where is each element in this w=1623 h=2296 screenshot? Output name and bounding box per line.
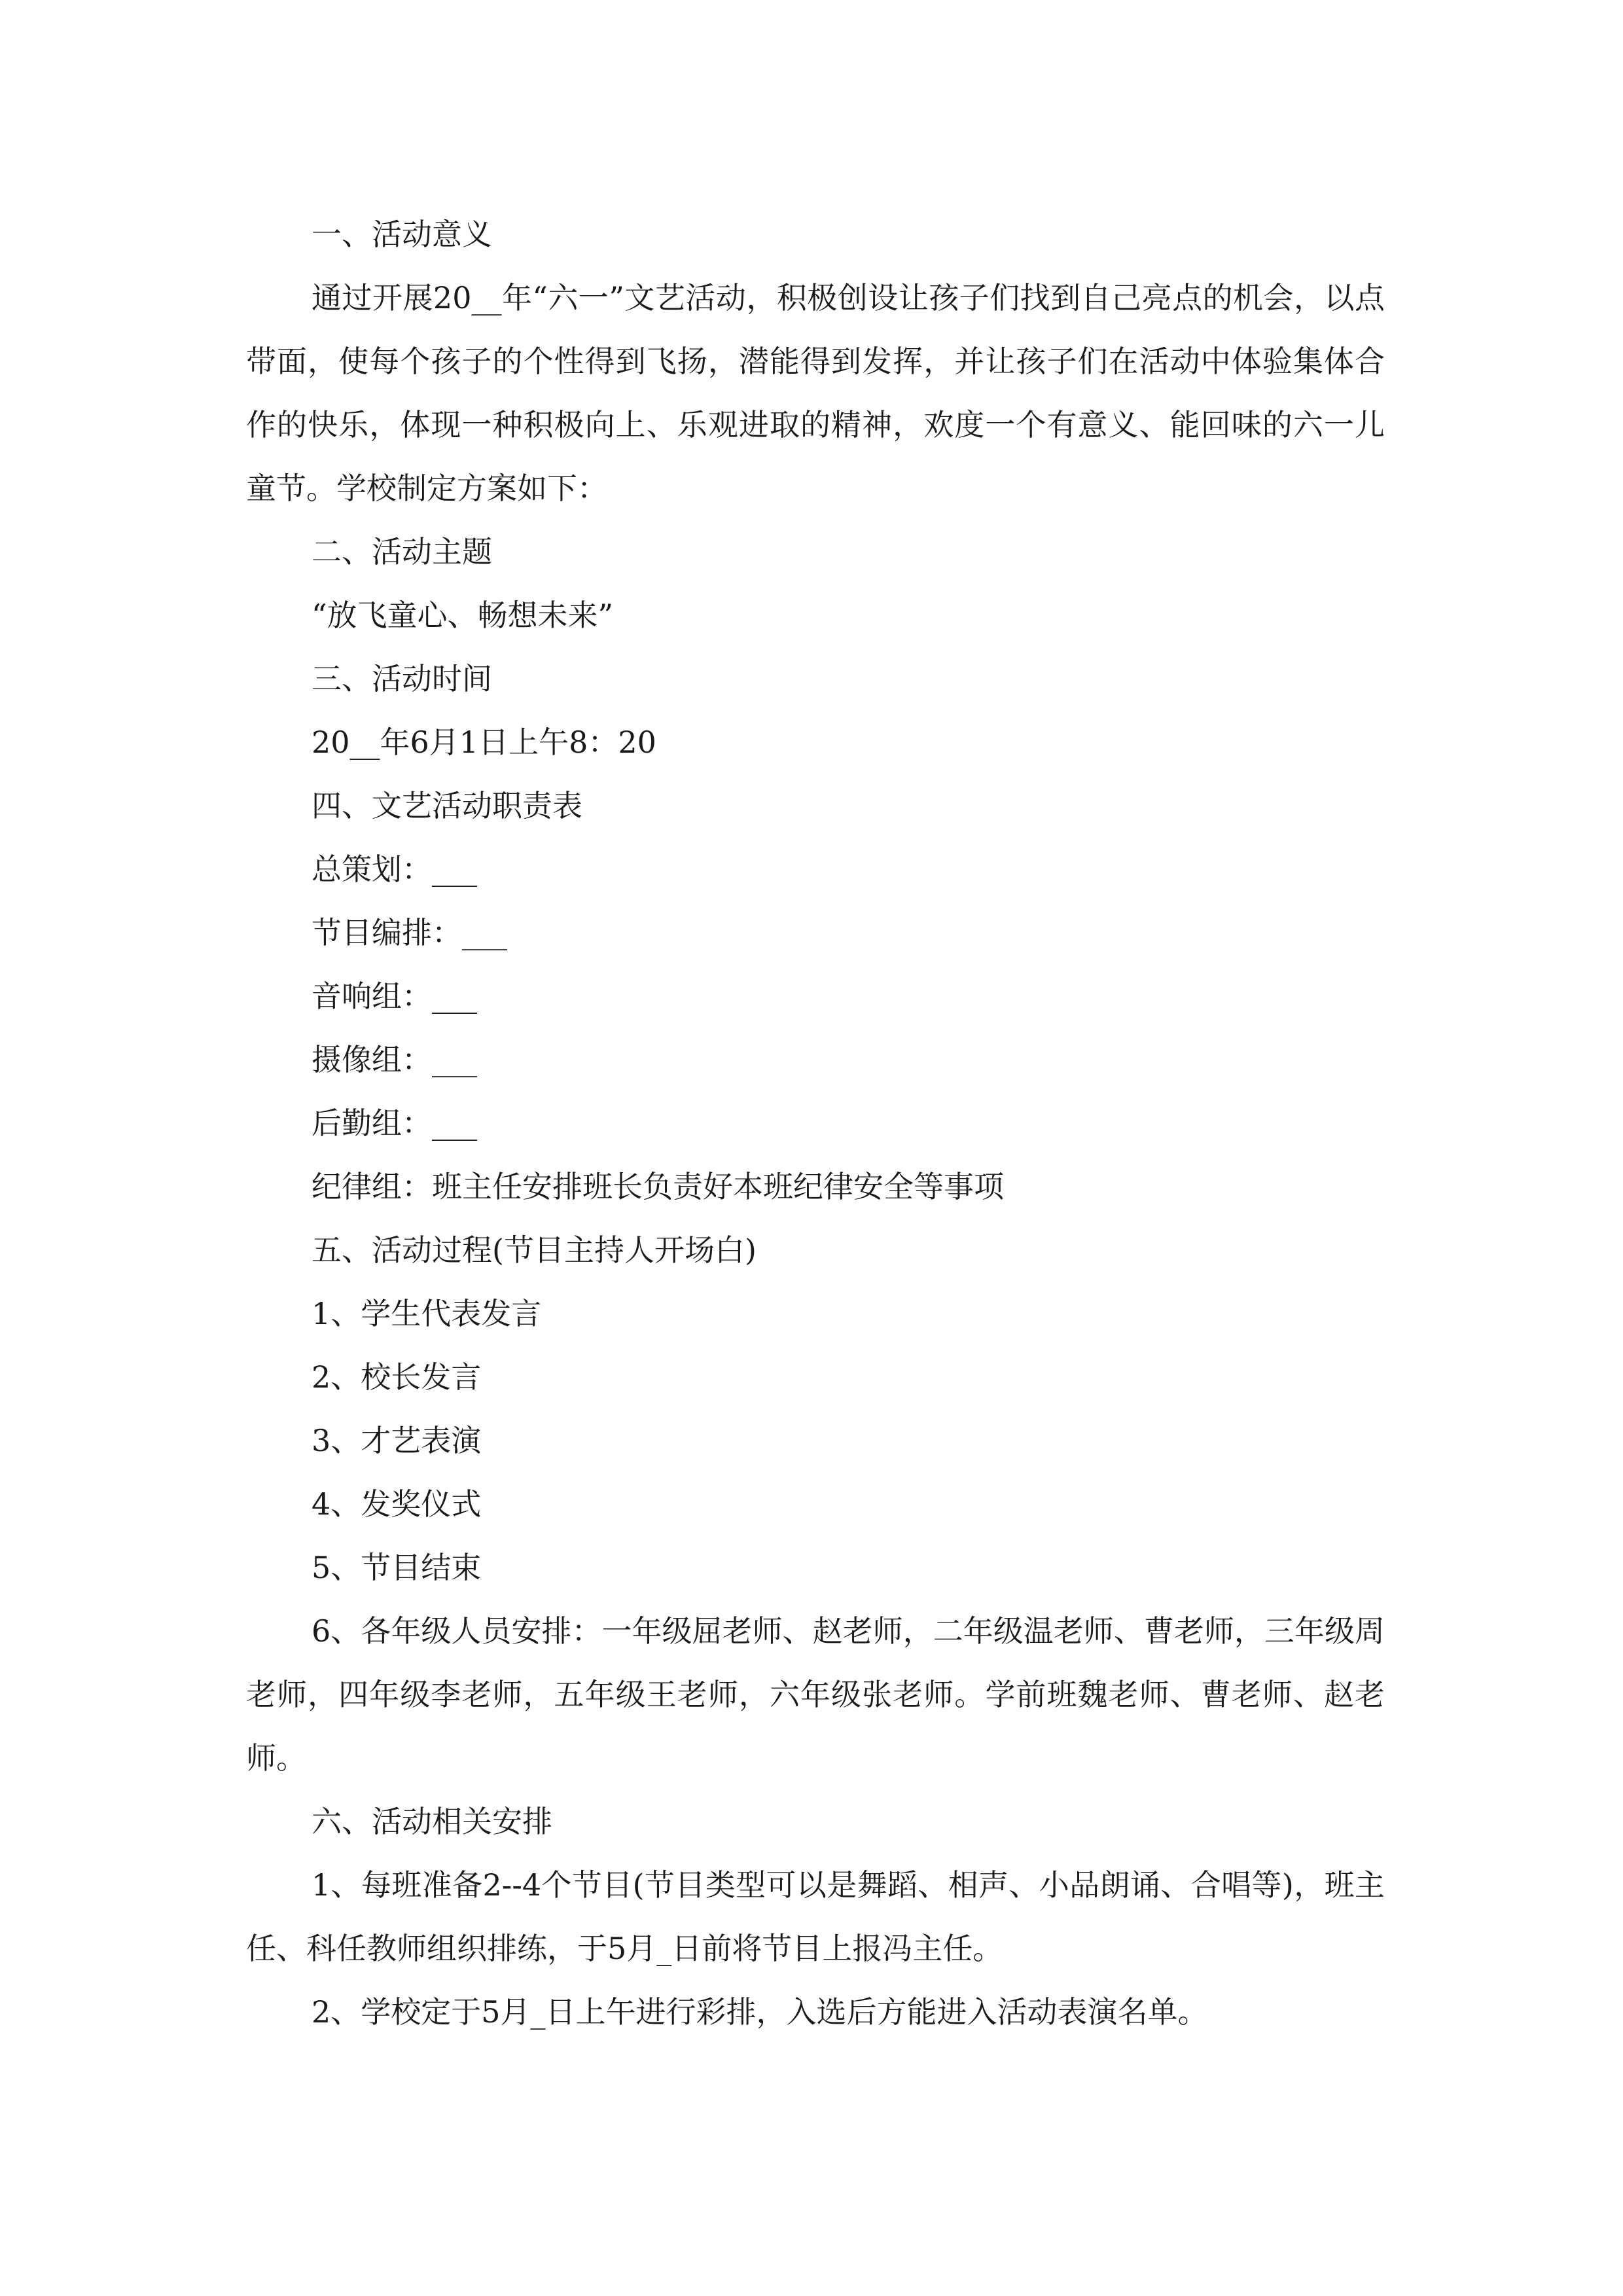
section-heading-duties: 四、文艺活动职责表 [312, 788, 582, 823]
section-heading-theme: 二、活动主题 [312, 534, 492, 569]
process-item-1: 1、学生代表发言 [312, 1296, 542, 1331]
duty-line-logistics: 后勤组：___ [312, 1105, 477, 1141]
duty-line-audio: 音响组：___ [312, 978, 477, 1014]
arrangement-item-2: 2、学校定于5月_日上午进行彩排，入选后方能进入活动表演名单。 [312, 1994, 1208, 2030]
section-heading-arrangements: 六、活动相关安排 [312, 1804, 552, 1839]
process-item-5: 5、节目结束 [312, 1550, 482, 1585]
process-item-4: 4、发奖仪式 [312, 1486, 482, 1522]
section-heading-process: 五、活动过程(节目主持人开场白) [312, 1232, 757, 1268]
duty-line-planner: 总策划：___ [312, 852, 477, 887]
process-item-3: 3、才艺表演 [312, 1423, 482, 1458]
document-body [246, 203, 1385, 2044]
duty-line-discipline: 纪律组：班主任安排班长负责好本班纪律安全等事项 [312, 1169, 1004, 1204]
arrangement-item-1: 1、每班准备2--4个节目(节目类型可以是舞蹈、相声、小品朗诵、合唱等)，班主任、科任教师组织排练，于5月_日前将节目上报冯主任。 [246, 1867, 1385, 1966]
duty-line-camera: 摄像组：___ [312, 1042, 477, 1077]
paragraph-significance-body: 通过开展20__年“六一”文艺活动，积极创设让孩子们找到自己亮点的机会，以点带面，使每个孩子的个性得到飞扬，潜能得到发挥，并让孩子们在活动中体验集体合作的快乐，体现一种积极向上、乐观进取的精神，欢度一个有意义、能回味的六一儿童节。学校制定方案如下： [246, 280, 1385, 506]
section-heading-time: 三、活动时间 [312, 661, 492, 696]
section-heading-significance: 一、活动意义 [312, 217, 492, 252]
paragraph-theme-text: “放飞童心、畅想未来” [312, 598, 614, 633]
paragraph-time-text: 20__年6月1日上午8：20 [312, 725, 656, 760]
duty-line-programming: 节目编排：___ [312, 915, 507, 950]
process-item-6: 6、各年级人员安排：一年级屈老师、赵老师，二年级温老师、曹老师，三年级周老师，四年级李老师，五年级王老师，六年级张老师。学前班魏老师、曹老师、赵老师。 [246, 1613, 1385, 1776]
process-item-2: 2、校长发言 [312, 1359, 482, 1395]
